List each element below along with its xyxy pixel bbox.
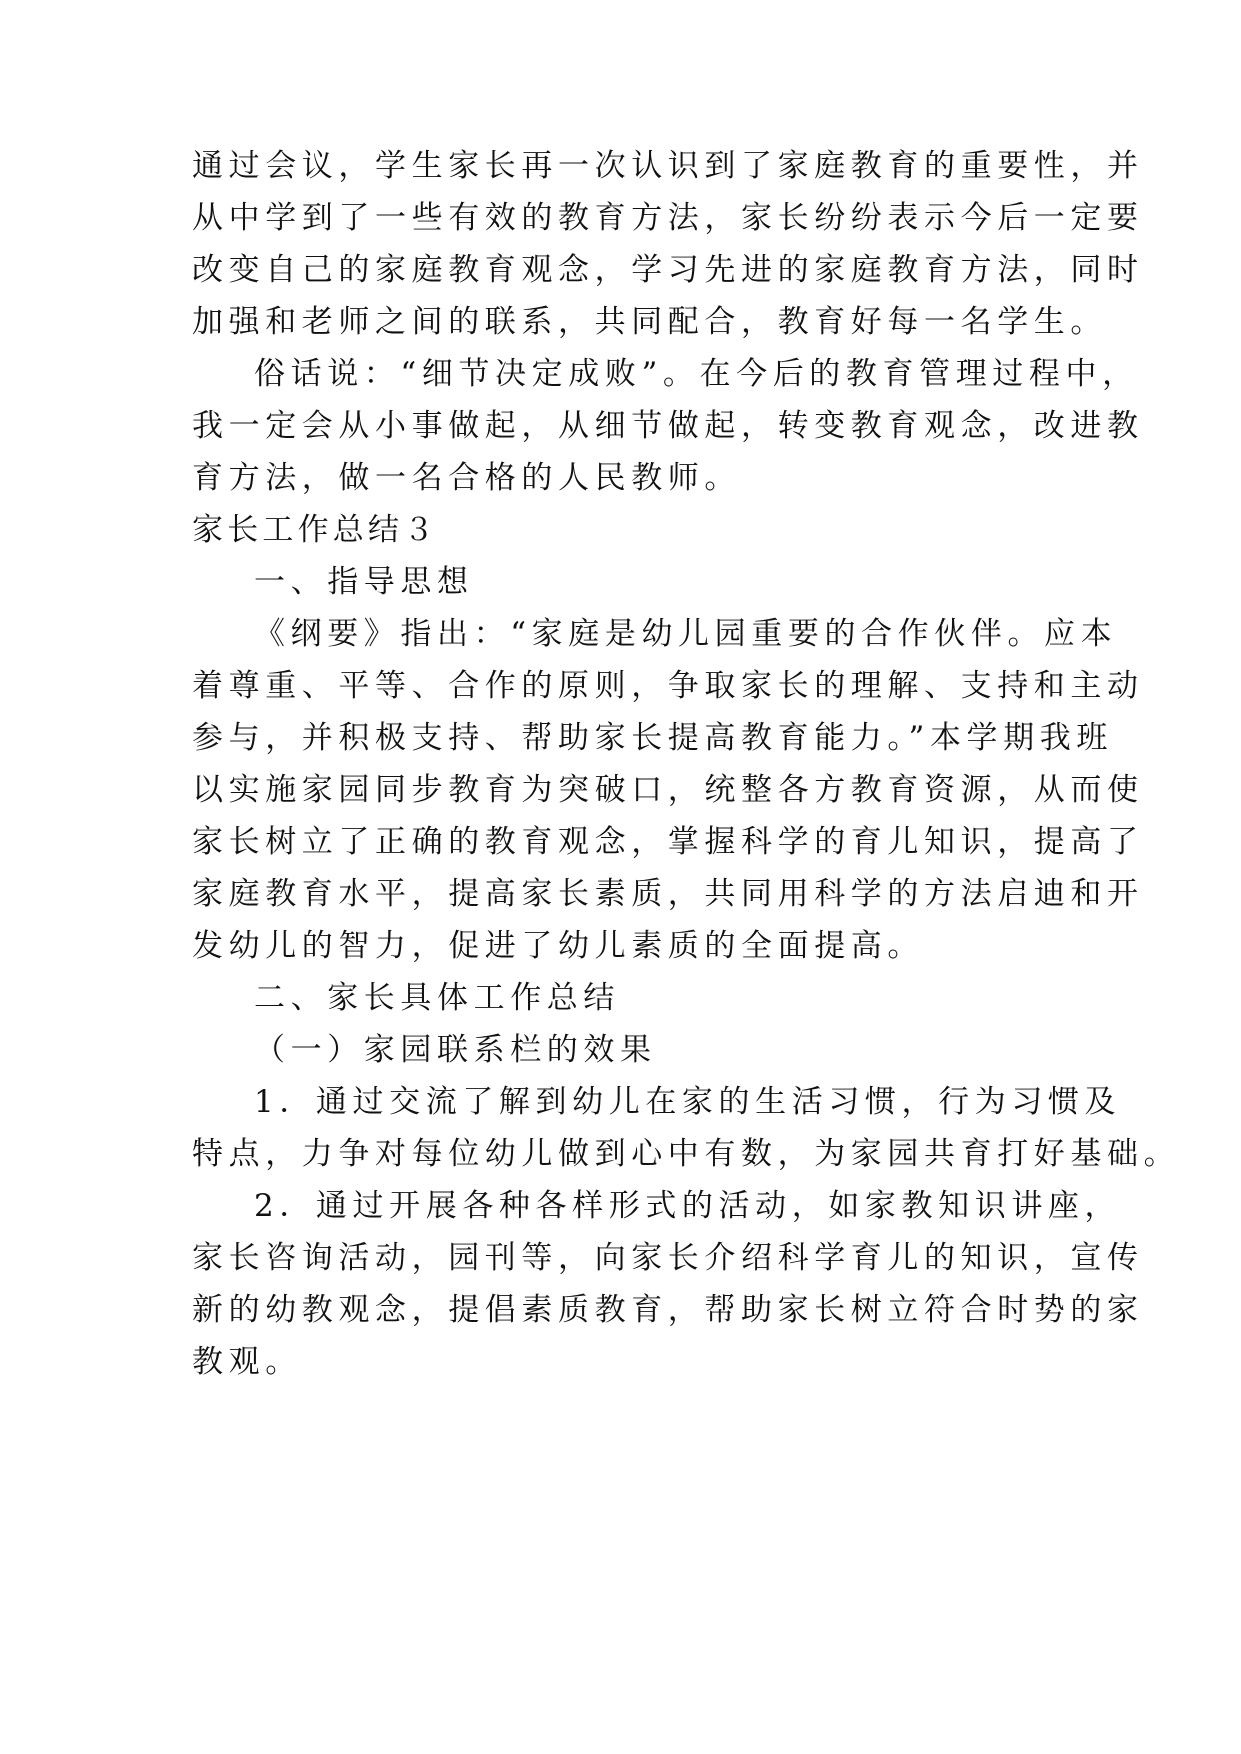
paragraph-line: 家长咨询活动，园刊等，向家长介绍科学育儿的知识，宣传 <box>192 1240 1144 1276</box>
document-page <box>192 0 1181 1754</box>
paragraph-line: 俗话说：“细节决定成败”。在今后的教育管理过程中， <box>254 356 1139 392</box>
paragraph-line: 以实施家园同步教育为突破口，统整各方教育资源，从而使 <box>192 772 1144 808</box>
paragraph-line: 改变自己的家庭教育观念，学习先进的家庭教育方法，同时 <box>192 252 1144 288</box>
paragraph-line: 发幼儿的智力，促进了幼儿素质的全面提高。 <box>192 928 924 964</box>
section-heading: 家长工作总结３ <box>192 512 439 548</box>
paragraph-line: 家长树立了正确的教育观念，掌握科学的育儿知识，提高了 <box>192 824 1144 860</box>
paragraph-line: 着尊重、平等、合作的原则，争取家长的理解、支持和主动 <box>192 668 1144 704</box>
paragraph-line: 育方法，做一名合格的人民教师。 <box>192 460 741 496</box>
paragraph-line: 家庭教育水平，提高家长素质，共同用科学的方法启迪和开 <box>192 876 1144 912</box>
list-item: 2．通过开展各种各样形式的活动，如家教知识讲座， <box>254 1188 1122 1224</box>
subheading: （一）家园联系栏的效果 <box>254 1032 657 1068</box>
paragraph-line: 通过会议，学生家长再一次认识到了家庭教育的重要性，并 <box>192 148 1144 184</box>
paragraph-line: 教观。 <box>192 1344 302 1380</box>
paragraph-line: 参与，并积极支持、帮助家长提高教育能力。”本学期我班 <box>192 720 1113 756</box>
subheading: 一、指导思想 <box>254 564 474 600</box>
paragraph-line: 新的幼教观念，提倡素质教育，帮助家长树立符合时势的家 <box>192 1292 1144 1328</box>
paragraph-line: 《纲要》指出：“家庭是幼儿园重要的合作伙伴。应本 <box>254 616 1118 652</box>
paragraph-line: 特点，力争对每位幼儿做到心中有数，为家园共育打好基础。 <box>192 1136 1181 1172</box>
paragraph-line: 从中学到了一些有效的教育方法，家长纷纷表示今后一定要 <box>192 200 1144 236</box>
list-item: 1．通过交流了解到幼儿在家的生活习惯，行为习惯及 <box>254 1084 1122 1120</box>
subheading: 二、家长具体工作总结 <box>254 980 620 1016</box>
paragraph-line: 加强和老师之间的联系，共同配合，教育好每一名学生。 <box>192 304 1107 340</box>
paragraph-line: 我一定会从小事做起，从细节做起，转变教育观念，改进教 <box>192 408 1144 444</box>
